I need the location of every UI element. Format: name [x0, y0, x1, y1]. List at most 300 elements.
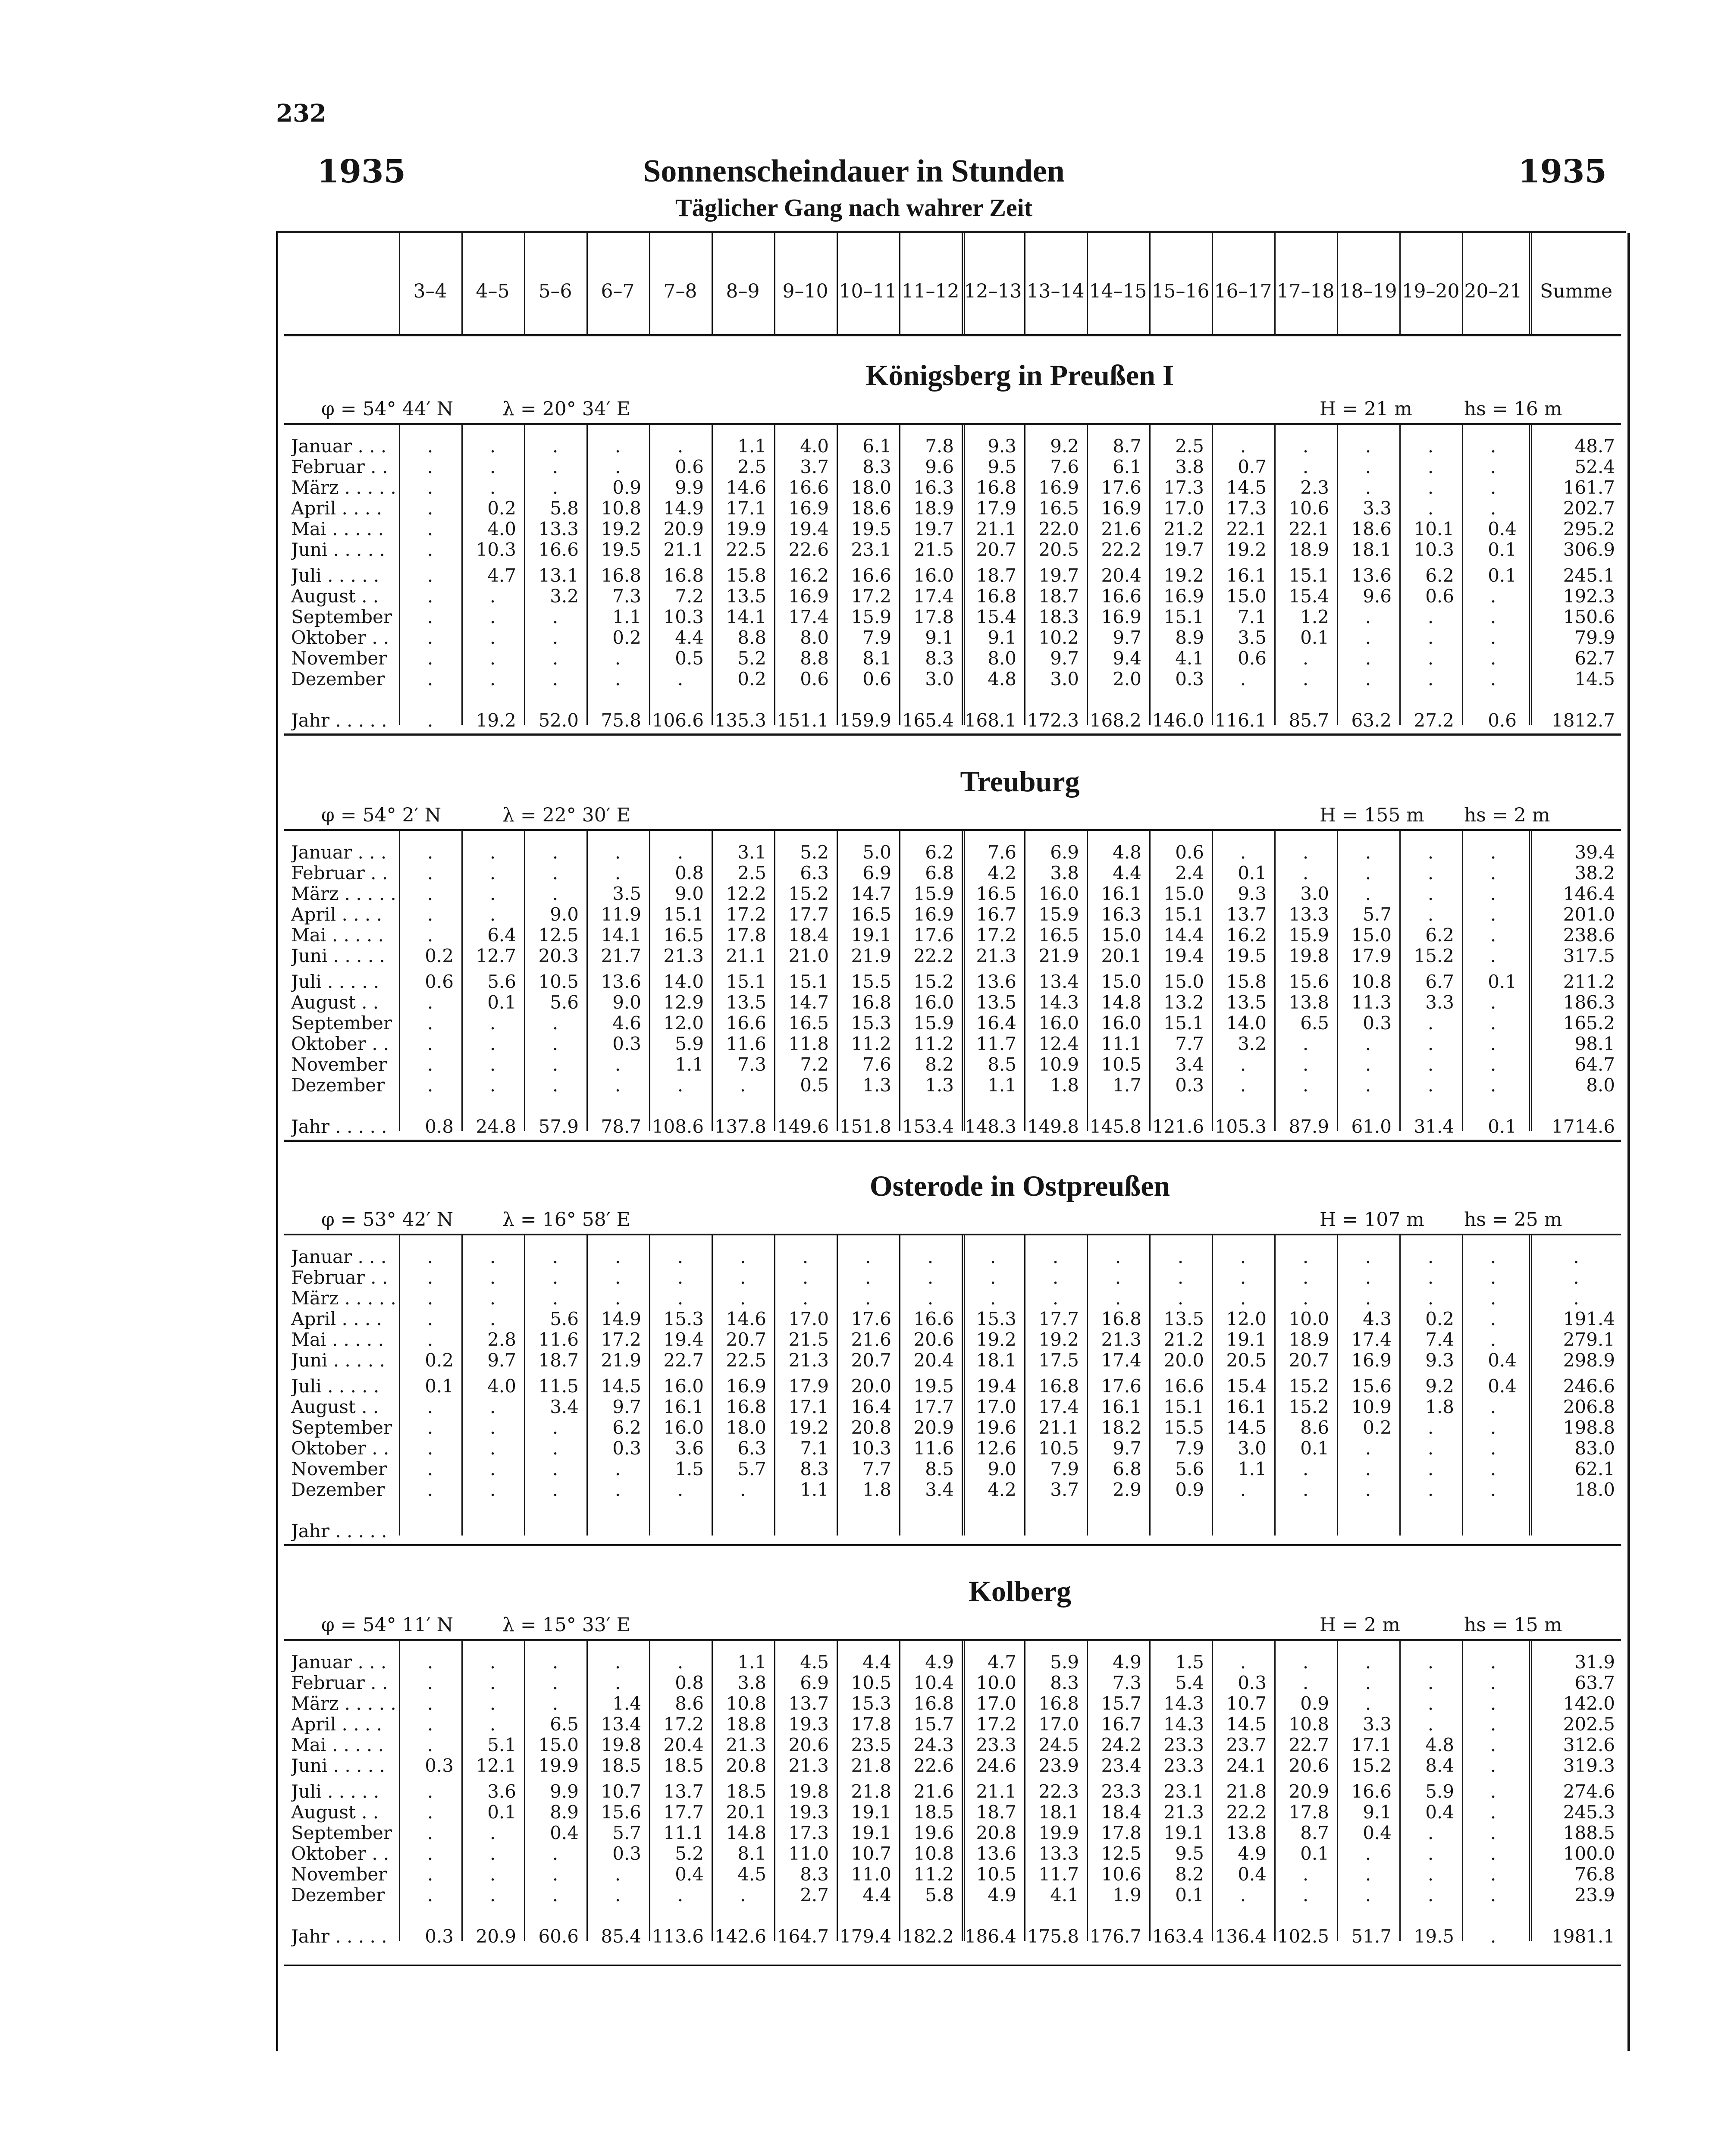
- table-cell: 16.9: [1163, 586, 1204, 607]
- table-cell: 0.2: [612, 627, 641, 648]
- table-cell: 13.2: [1163, 992, 1204, 1013]
- table-cell: 6.9: [800, 1672, 829, 1693]
- table-cell: 17.7: [663, 1802, 704, 1823]
- table-cell: 19.3: [788, 1802, 829, 1823]
- table-cell: 12.9: [663, 992, 704, 1013]
- table-cell: 15.6: [601, 1802, 641, 1823]
- table-cell: 6.3: [800, 862, 829, 884]
- table-cell: .: [1490, 1329, 1496, 1350]
- table-cell: .: [990, 1246, 996, 1267]
- column-rule: [1274, 233, 1276, 334]
- table-cell: .: [615, 1672, 621, 1693]
- table-cell: .: [615, 1288, 621, 1309]
- table-cell: 15.3: [851, 1693, 891, 1714]
- row-label: Januar . . .: [291, 1652, 387, 1673]
- table-cell: .: [427, 1438, 433, 1459]
- table-cell: .: [1490, 1734, 1496, 1755]
- table-cell: 295.2: [1563, 518, 1615, 539]
- table-cell: 16.8: [913, 1693, 954, 1714]
- table-cell: .: [677, 1267, 684, 1288]
- table-cell: 14.8: [1101, 992, 1141, 1013]
- table-cell: 5.8: [550, 498, 579, 519]
- table-cell: 9.1: [925, 627, 954, 648]
- table-cell: 0.6: [425, 971, 454, 992]
- station-longitude: λ = 16° 58′ E: [502, 1209, 630, 1231]
- table-cell: .: [552, 862, 558, 884]
- table-cell: 8.4: [1425, 1755, 1454, 1776]
- table-cell: 19.2: [1226, 539, 1267, 560]
- table-cell: 17.8: [913, 606, 954, 627]
- table-cell: 15.6: [1351, 1376, 1392, 1397]
- table-cell: 23.1: [1163, 1781, 1204, 1802]
- table-cell: 12.5: [1101, 1843, 1141, 1864]
- table-cell: 0.1: [1488, 971, 1517, 992]
- table-cell: 16.4: [976, 1012, 1016, 1034]
- table-cell: 63.2: [1351, 710, 1392, 731]
- table-cell: 8.8: [737, 627, 766, 648]
- table-cell: .: [802, 1246, 809, 1267]
- table-cell: 14.5: [1574, 668, 1615, 689]
- table-cell: .: [427, 1012, 433, 1034]
- table-cell: .: [1427, 668, 1434, 689]
- table-cell: 168.1: [964, 710, 1016, 731]
- table-cell: 191.4: [1563, 1308, 1615, 1329]
- table-cell: 165.2: [1563, 1012, 1615, 1034]
- table-cell: 64.7: [1574, 1054, 1615, 1075]
- table-row: [278, 710, 1626, 731]
- table-cell: 186.3: [1563, 992, 1615, 1013]
- table-cell: 21.8: [1226, 1781, 1267, 1802]
- table-cell: 16.6: [1163, 1376, 1204, 1397]
- station-section: [278, 1169, 1626, 1557]
- table-cell: 21.6: [913, 1781, 954, 1802]
- table-cell: .: [427, 436, 433, 457]
- table-cell: 18.1: [976, 1350, 1016, 1371]
- table-cell: .: [1365, 1693, 1371, 1714]
- table-cell: 3.8: [1175, 456, 1204, 477]
- table-cell: 22.1: [1289, 518, 1329, 539]
- table-cell: .: [1427, 498, 1434, 519]
- table-cell: 1.1: [800, 1479, 829, 1500]
- table-cell: 16.6: [913, 1308, 954, 1329]
- table-cell: 17.0: [1038, 1714, 1079, 1735]
- table-cell: .: [1240, 1246, 1246, 1267]
- table-cell: 6.2: [925, 842, 954, 863]
- row-label: Mai . . . . .: [291, 925, 384, 946]
- table-cell: 16.4: [851, 1396, 891, 1417]
- table-cell: .: [1302, 842, 1309, 863]
- table-cell: .: [1490, 1822, 1496, 1843]
- table-cell: 16.8: [976, 586, 1016, 607]
- table-cell: 149.8: [1027, 1116, 1079, 1137]
- table-cell: 10.8: [913, 1843, 954, 1864]
- row-label: Februar . .: [291, 1267, 388, 1288]
- row-label: Januar . . .: [291, 436, 387, 457]
- table-row: [278, 904, 1626, 925]
- table-cell: 21.7: [601, 945, 641, 966]
- table-cell: .: [615, 436, 621, 457]
- table-cell: 0.6: [862, 668, 891, 689]
- table-cell: 202.5: [1563, 1714, 1615, 1735]
- table-row: [278, 1350, 1626, 1371]
- table-cell: 13.5: [726, 586, 766, 607]
- table-cell: 274.6: [1563, 1781, 1615, 1802]
- table-cell: 76.8: [1574, 1864, 1615, 1885]
- table-cell: .: [1490, 1288, 1496, 1309]
- table-cell: 0.4: [1488, 518, 1517, 539]
- table-cell: 14.4: [1163, 924, 1204, 946]
- table-cell: 9.5: [988, 456, 1016, 477]
- table-cell: .: [740, 1479, 746, 1500]
- table-cell: 15.9: [1289, 924, 1329, 946]
- station-latitude: φ = 54° 2′ N: [321, 804, 442, 826]
- table-cell: .: [615, 668, 621, 689]
- table-cell: 16.5: [976, 883, 1016, 904]
- table-cell: .: [552, 1033, 558, 1054]
- table-cell: 0.3: [612, 1438, 641, 1459]
- table-cell: .: [1365, 1672, 1371, 1693]
- table-cell: 17.0: [976, 1396, 1016, 1417]
- table-cell: 1.1: [612, 606, 641, 627]
- table-cell: 22.6: [913, 1755, 954, 1776]
- section-rule: [284, 1544, 1621, 1546]
- table-cell: .: [489, 648, 496, 669]
- row-label: März . . . . .: [291, 884, 396, 904]
- table-cell: .: [552, 1012, 558, 1034]
- table-cell: 19.1: [851, 1822, 891, 1843]
- table-cell: 6.5: [1300, 1012, 1329, 1034]
- table-cell: .: [1490, 498, 1496, 519]
- table-cell: .: [615, 862, 621, 884]
- table-cell: 10.7: [1226, 1693, 1267, 1714]
- table-cell: .: [1490, 1843, 1496, 1864]
- table-cell: .: [427, 1802, 433, 1823]
- table-cell: 4.4: [862, 1651, 891, 1673]
- table-cell: 18.3: [1038, 606, 1079, 627]
- table-cell: .: [427, 924, 433, 946]
- row-label: Jahr . . . . .: [291, 1521, 387, 1542]
- table-cell: 48.7: [1574, 436, 1615, 457]
- table-cell: 246.6: [1563, 1376, 1615, 1397]
- table-cell: .: [1490, 648, 1496, 669]
- table-cell: .: [802, 1288, 809, 1309]
- table-cell: .: [489, 1864, 496, 1885]
- table-cell: .: [1573, 1267, 1579, 1288]
- table-cell: 0.2: [487, 498, 516, 519]
- table-cell: 5.2: [675, 1843, 704, 1864]
- table-cell: 19.2: [601, 518, 641, 539]
- table-cell: 10.6: [1101, 1864, 1141, 1885]
- row-label: September: [291, 1013, 392, 1034]
- table-cell: 15.1: [788, 971, 829, 992]
- table-cell: 18.9: [1289, 539, 1329, 560]
- table-cell: 20.8: [851, 1417, 891, 1438]
- table-cell: .: [1490, 1246, 1496, 1267]
- table-cell: .: [1427, 477, 1434, 498]
- table-cell: 3.5: [612, 883, 641, 904]
- table-cell: .: [615, 1479, 621, 1500]
- table-cell: 10.3: [1414, 539, 1454, 560]
- table-cell: 18.6: [851, 498, 891, 519]
- table-cell: 14.3: [1038, 992, 1079, 1013]
- table-cell: .: [1365, 1267, 1371, 1288]
- table-cell: 10.5: [976, 1864, 1016, 1885]
- table-cell: 7.9: [862, 627, 891, 648]
- table-cell: 108.6: [652, 1116, 704, 1137]
- table-cell: 23.4: [1101, 1755, 1141, 1776]
- column-header: 18–19: [1339, 280, 1397, 302]
- table-cell: 11.2: [913, 1033, 954, 1054]
- column-rule: [1337, 233, 1338, 334]
- table-cell: .: [427, 1267, 433, 1288]
- row-label: Mai . . . . .: [291, 519, 384, 539]
- table-cell: 15.7: [1101, 1693, 1141, 1714]
- table-cell: 17.3: [1163, 477, 1204, 498]
- table-cell: 15.9: [913, 1012, 954, 1034]
- table-cell: .: [427, 586, 433, 607]
- row-label: Juni . . . . .: [291, 539, 385, 560]
- table-cell: 0.2: [1425, 1308, 1454, 1329]
- table-cell: 16.0: [913, 992, 954, 1013]
- table-cell: 0.6: [800, 668, 829, 689]
- table-cell: 15.0: [1163, 883, 1204, 904]
- table-cell: .: [865, 1288, 871, 1309]
- table-cell: 16.5: [1038, 498, 1079, 519]
- table-cell: .: [1490, 477, 1496, 498]
- table-cell: 21.8: [851, 1781, 891, 1802]
- table-cell: 15.9: [913, 883, 954, 904]
- table-cell: 12.4: [1038, 1033, 1079, 1054]
- table-cell: .: [1490, 1755, 1496, 1776]
- table-cell: 3.0: [1050, 668, 1079, 689]
- table-cell: 6.8: [1113, 1458, 1141, 1479]
- table-cell: .: [427, 498, 433, 519]
- table-cell: 19.4: [976, 1376, 1016, 1397]
- column-rule: [1462, 233, 1463, 334]
- table-cell: 22.0: [1038, 518, 1079, 539]
- table-cell: 19.7: [1163, 539, 1204, 560]
- station-latitude: φ = 54° 11′ N: [321, 1614, 454, 1636]
- table-cell: 7.1: [800, 1438, 829, 1459]
- table-cell: .: [1240, 1075, 1246, 1096]
- table-cell: 306.9: [1563, 539, 1615, 560]
- table-cell: .: [1240, 668, 1246, 689]
- table-cell: .: [1427, 1458, 1434, 1479]
- table-cell: 1.1: [988, 1075, 1016, 1096]
- table-cell: 153.4: [902, 1116, 954, 1137]
- table-cell: 13.1: [538, 565, 579, 586]
- table-cell: .: [1427, 1479, 1434, 1500]
- table-cell: 0.4: [1488, 1376, 1517, 1397]
- table-cell: .: [489, 1396, 496, 1417]
- table-cell: 24.2: [1101, 1734, 1141, 1755]
- table-cell: 18.5: [726, 1781, 766, 1802]
- table-cell: .: [1427, 1033, 1434, 1054]
- table-cell: 176.7: [1089, 1926, 1141, 1947]
- table-row: [278, 1735, 1626, 1755]
- table-cell: .: [1302, 456, 1309, 477]
- column-rule: [1399, 233, 1401, 334]
- table-cell: 0.4: [1363, 1822, 1392, 1843]
- table-cell: 192.3: [1563, 586, 1615, 607]
- table-cell: 14.3: [1163, 1693, 1204, 1714]
- table-cell: 21.9: [851, 945, 891, 966]
- table-cell: 16.6: [726, 1012, 766, 1034]
- table-cell: .: [1240, 1267, 1246, 1288]
- table-cell: .: [427, 862, 433, 884]
- table-cell: 61.0: [1351, 1116, 1392, 1137]
- table-cell: 15.2: [788, 883, 829, 904]
- table-cell: 14.9: [601, 1308, 641, 1329]
- table-cell: 10.3: [476, 539, 516, 560]
- table-cell: .: [1490, 883, 1496, 904]
- table-cell: 7.9: [1175, 1438, 1204, 1459]
- table-cell: 0.6: [1238, 648, 1267, 669]
- table-cell: 18.5: [663, 1755, 704, 1776]
- table-cell: 21.6: [851, 1329, 891, 1350]
- table-cell: 113.6: [652, 1926, 704, 1947]
- table-cell: 9.2: [1050, 436, 1079, 457]
- table-cell: 15.1: [1163, 1012, 1204, 1034]
- table-cell: 23.3: [1101, 1781, 1141, 1802]
- table-cell: 0.1: [1238, 862, 1267, 884]
- table-cell: 6.4: [487, 924, 516, 946]
- table-cell: .: [740, 1246, 746, 1267]
- station-rule: [284, 1639, 1621, 1641]
- table-cell: 1.3: [862, 1075, 891, 1096]
- table-cell: 62.1: [1574, 1458, 1615, 1479]
- table-cell: 4.9: [1238, 1843, 1267, 1864]
- table-cell: 1.7: [1113, 1075, 1141, 1096]
- table-cell: 312.6: [1563, 1734, 1615, 1755]
- table-cell: .: [1490, 456, 1496, 477]
- table-cell: 10.8: [1289, 1714, 1329, 1735]
- table-cell: 17.8: [1101, 1822, 1141, 1843]
- table-cell: 19.8: [788, 1781, 829, 1802]
- table-cell: .: [489, 883, 496, 904]
- table-cell: 17.3: [788, 1822, 829, 1843]
- table-cell: 83.0: [1574, 1438, 1615, 1459]
- table-cell: .: [1052, 1246, 1059, 1267]
- table-cell: 23.1: [851, 539, 891, 560]
- table-cell: .: [1365, 1884, 1371, 1905]
- table-cell: 0.1: [1300, 1438, 1329, 1459]
- table-cell: .: [427, 565, 433, 586]
- table-cell: 11.1: [1101, 1033, 1141, 1054]
- table-cell: 16.9: [726, 1376, 766, 1397]
- table-cell: 145.8: [1089, 1116, 1141, 1137]
- table-row: [278, 1843, 1626, 1864]
- table-row: [278, 1714, 1626, 1735]
- column-rule: [899, 233, 900, 334]
- table-cell: 20.0: [1163, 1350, 1204, 1371]
- table-cell: 11.8: [788, 1033, 829, 1054]
- table-cell: 17.6: [1101, 1376, 1141, 1397]
- table-cell: 9.3: [1425, 1350, 1454, 1371]
- table-cell: .: [1302, 1054, 1309, 1075]
- table-cell: .: [1490, 1458, 1496, 1479]
- table-cell: 0.8: [425, 1116, 454, 1137]
- table-cell: .: [427, 1843, 433, 1864]
- table-cell: 18.1: [1038, 1802, 1079, 1823]
- table-cell: 17.0: [976, 1693, 1016, 1714]
- table-cell: 3.0: [1300, 883, 1329, 904]
- table-cell: .: [552, 1843, 558, 1864]
- column-header: 13–14: [1026, 280, 1085, 302]
- table-cell: 6.7: [1425, 971, 1454, 992]
- table-cell: 12.1: [476, 1755, 516, 1776]
- row-label: Dezember: [291, 1479, 385, 1500]
- table-cell: 102.5: [1277, 1926, 1329, 1947]
- table-cell: .: [489, 1308, 496, 1329]
- table-cell: 15.2: [1289, 1376, 1329, 1397]
- table-cell: 7.2: [800, 1054, 829, 1075]
- table-cell: 15.9: [851, 606, 891, 627]
- table-cell: 168.2: [1089, 710, 1141, 731]
- table-cell: 19.3: [788, 1714, 829, 1735]
- table-cell: 14.6: [726, 477, 766, 498]
- table-cell: 12.0: [1226, 1308, 1267, 1329]
- table-cell: 17.7: [913, 1396, 954, 1417]
- row-label: November: [291, 1864, 387, 1885]
- table-cell: 17.6: [851, 1308, 891, 1329]
- table-cell: 20.3: [538, 945, 579, 966]
- table-cell: 16.1: [1226, 565, 1267, 586]
- table-cell: .: [1490, 992, 1496, 1013]
- station-height: H = 2 m: [1320, 1614, 1400, 1636]
- table-cell: .: [552, 1864, 558, 1885]
- row-label: Mai . . . . .: [291, 1329, 384, 1350]
- table-cell: 0.2: [425, 945, 454, 966]
- column-rule: [649, 233, 650, 334]
- table-cell: 19.4: [788, 518, 829, 539]
- table-cell: 39.4: [1574, 842, 1615, 863]
- station-rule: [284, 423, 1621, 425]
- table-cell: 24.5: [1038, 1734, 1079, 1755]
- table-cell: 19.5: [851, 518, 891, 539]
- table-cell: 10.8: [601, 498, 641, 519]
- table-cell: 106.6: [652, 710, 704, 731]
- table-cell: .: [427, 668, 433, 689]
- table-cell: 16.3: [1101, 904, 1141, 925]
- table-cell: .: [489, 1458, 496, 1479]
- table-cell: 9.0: [675, 883, 704, 904]
- table-cell: 8.6: [675, 1693, 704, 1714]
- table-cell: .: [1302, 1884, 1309, 1905]
- table-cell: 18.0: [1574, 1479, 1615, 1500]
- table-cell: .: [1302, 1458, 1309, 1479]
- table-cell: 20.7: [976, 539, 1016, 560]
- row-label: Dezember: [291, 1075, 385, 1096]
- table-cell: 11.9: [601, 904, 641, 925]
- table-cell: .: [1115, 1288, 1121, 1309]
- table-cell: 14.3: [1163, 1714, 1204, 1735]
- table-cell: 188.5: [1563, 1822, 1615, 1843]
- row-label: Jahr . . . . .: [291, 1116, 387, 1137]
- table-right-border: [1627, 233, 1630, 2051]
- table-cell: 10.9: [1038, 1054, 1079, 1075]
- table-cell: 0.3: [612, 1033, 641, 1054]
- table-cell: 5.6: [550, 992, 579, 1013]
- table-cell: 4.9: [1113, 1651, 1141, 1673]
- table-cell: 22.2: [1101, 539, 1141, 560]
- table-cell: .: [427, 539, 433, 560]
- table-cell: .: [1427, 627, 1434, 648]
- table-cell: 19.1: [1226, 1329, 1267, 1350]
- table-cell: .: [427, 1479, 433, 1500]
- table-cell: .: [1365, 1843, 1371, 1864]
- table-cell: 23.5: [851, 1734, 891, 1755]
